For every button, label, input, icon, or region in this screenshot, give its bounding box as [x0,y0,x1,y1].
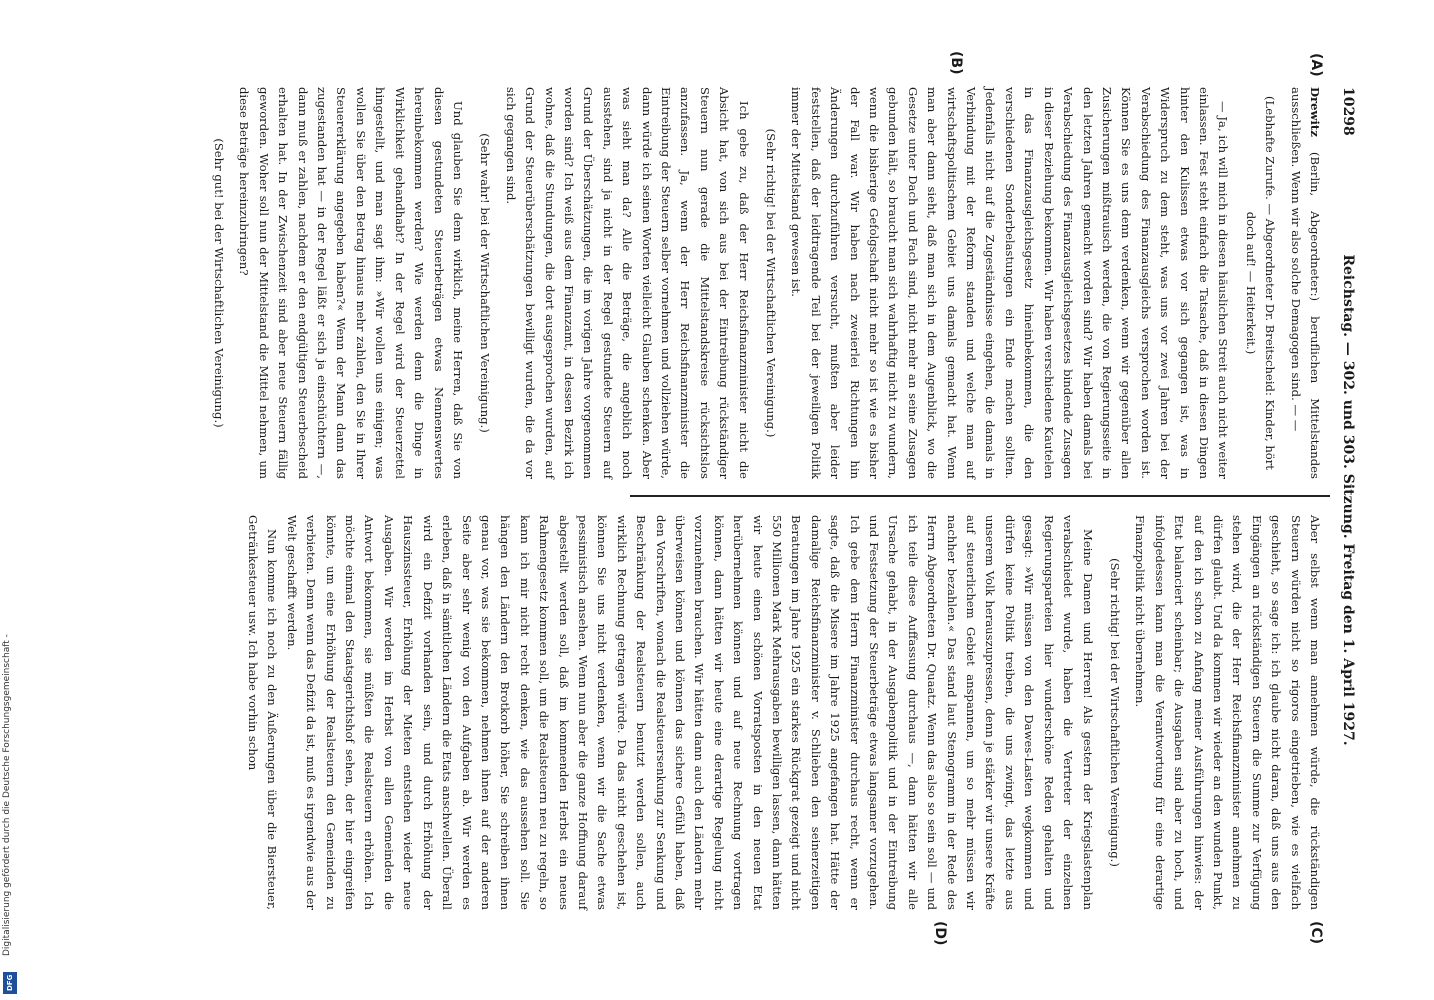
interjection: (Sehr wahr! bei der Wirtschaftlichen Vereinigung.) [478,133,493,433]
paragraph: Meine Damen und Herren! Als gestern der Kriegslastenplan verabschiedet wurde, haben die Vertreter der einzelnen Regierungsparteien hier wunderschöne Reden gehalten und gesagt: »Wir müssen von den Dawes-Lasten wegkommen und dürfen keine Politik treiben, die uns zwingt, das letzte aus unserem Volk herauszupressen, denn je stärker wir unsere Kräfte auf steuerlichem Gebiet anspannen, um so mehr müssen wir nachher bezahlen.« Das stand laut Stenogramm in der Rede des Herrn Abgeordneten Dr. Quaatz. Wenn das also so sein soll — und ich teile diese Auffassung durchaus —, dann hätten wir alle Ursache gehabt, in der Ausgabenpolitik und in der Eintreibung und Festsetzung der Steuerbeträge etwas langsamer vorzugehen. Ich gebe dem Herrn Finanzminister durchaus recht, wenn er sagte, daß die Misere im Jahre 1925 angefangen hat. Hätte der damalige Reichsfinanzminister v. Schlieben den seinerzeitigen Beratungen im Jahre 1925 ein starkes Rückgrat gezeigt und nicht 550 Millionen Mark Mehrausgaben bewilligen lassen, dann hätten wir heute einen schönen Vorratsposten in den neuen Etat herübernehmen können und auf neue Rechnung vortragen können, dann hätten wir heute eine derartige Regelung nicht vorzunehmen brauchen. Wir hätten dann auch den Ländern mehr überweisen können und können das sichere Gefühl haben, daß den Vorschriften, wonach die Realsteuersenkung zur Senkung und Beschränkung der Realsteuern benutzt werden sollen, auch wirklich Rechnung getragen würde. Da das nicht geschehen ist, können Sie uns nicht verdenken, wenn wir die Sache etwas pessimistisch ansehen. Wenn nun aber die ganze Hoffnung darauf abgestellt werden soll, daß im kommenden Herbst ein neues Rahmengesetz kommen soll, um die Realsteuern neu zu regeln, so kann ich mir nicht recht denken, wie das aussehen soll. Sie hängen den Ländern den Brotkorb höher, Sie schreiben ihnen genau vor, was sie bekommen, nehmen ihnen auf der anderen Seite aber sehr wenig von den Aufgaben ab. Wir werden es erleben, daß in sämtlichen Ländern die Etats anschwellen. Überall wird ein Defizit vorhanden sein, und durch Erhöhung der Hauszinssteuer, Erhöhung der Mieten entstehen wieder neue Ausgaben. Wir werden im Herbst von allen Gemeinden die Antwort bekommen, sie müßten die Realsteuern erhöhen. Ich möchte einmal den Staatsgerichtshof sehen, der hier eingreifen könnte, um eine Erhöhung der Realsteuern den Gemeinden zu verbieten. Denn wenn das Defizit da ist, muß es irgendwie aus der Welt geschafft werden. [284,515,1095,910]
right-column [243,515,1324,910]
paragraph [1285,87,1324,479]
digitization-credit [2,6,18,996]
speaker-name: Drewitz [1308,87,1322,137]
credit-text: Digitalisierung gefördert durch die Deutsche Forschungsgemeinschaft - [2,634,12,956]
paragraph-text: (Berlin, Abgeordneter:) beruflichen Mittelstandes ausschließen. Wenn wir also solche Demagogen sind. — — [1288,87,1322,479]
margin-mark-b: (B) [948,51,964,75]
interjection: (Sehr richtig! bei der Wirtschaftlichen Vereinigung.) [764,128,779,438]
paragraph: Aber selbst wenn man annehmen würde, die rückständigen Steuern würden nicht so rigoros eingetrieben, wie es vielfach geschieht, so sage ich: ich glaube nicht daran, daß uns aus den Eingängen an rückständigen Steuern die Summe zur Verfügung stehen wird, die der Herr Reichsfinanzminister annehmen zu dürfen glaubt. Und da kommen wir wieder an den wunden Punkt, auf den ich schon zu Anfang meiner Ausführungen hinwies: der Etat balanciert scheinbar; die Ausgaben sind aber zu hoch, und infolgedessen kann man die Verantwortung für eine derartige Finanzpolitik nicht übernehmen. [1133,515,1322,910]
left-column [201,87,1324,479]
paragraph: Nun komme ich noch zu den Äußerungen über die Biersteuer, Getränkesteuer usw. Ich habe vorhin schon [246,515,280,910]
interjection: (Sehr gut! bei der Wirtschaftlichen Vereinigung.) [212,138,227,428]
paragraph: Und glauben Sie denn wirklich, meine Herren, daß Sie von diesen gestundeten Steuerbeträgen etwas Nennenswertes hereinbekommen werden? Wie werden denn die Dinge in Wirklichkeit gehandhabt? In der Regel wird der Steuerzettel hingestellt, und man sagt ihm: »Wir wollen uns einigen; was wollen Sie über den Betrag hinaus mehr zahlen, den Sie in Ihrer Steuererklärung angegeben haben?« Wenn der Mann dann das zugestanden hat — in der Regel läßt er sich ja einschüchtern —, dann muß er zahlen, nachdem er den endgültigen Steuerbescheid erhalten hat. In der Zwischenzeit sind aber neue Steuern fällig geworden. Woher soll nun der Mittelstand die Mittel nehmen, um diese Beträge hereinzubringen? [237,87,465,479]
page-title: Reichstag. — 302. und 303. Sitzung. Freitag den 1. April 1927. [1340,254,1356,746]
margin-mark-a: (A) [1308,53,1324,77]
margin-mark-d: (D) [932,921,948,946]
interjection: (Sehr richtig! bei der Wirtschaftlichen Vereinigung.) [1107,558,1122,867]
paragraph: — Ja, ich will mich in diesen häuslichen Streit auch nicht weiter einlassen. Fest steht einfach die Tatsache, daß in diesen Dingen hinter den Kulissen etwas vor sich gegangen ist, was in Widerspruch zu dem steht, was uns vor zwei Jahren bei der Verabschiedung des Finanzausgleichs versprochen worden ist. Können Sie es uns denn verdenken, wenn wir gegenüber allen Zusicherungen mißtrauisch werden, die von Regierungsseite in den letzten Jahren gemacht worden sind? Wir haben damals bei Verabschiedung des Finanzausgleichsgesetzes bindende Zusagen in dieser Beziehung bekommen. Wir haben verschiedene Kautelen in das Finanzausgleichsgesetz hineinbekommen, die den verschiedenen Sonderbelastungen ein Ende machen sollten. Jedenfalls nicht auf die Zugeständnisse eingehen, die damals in Verbindung mit der Reform standen und welche man auf wirtschaftspolitischem Gebiet uns damals gemacht hat. Wenn man aber dann sieht, daß man sich in dem Augenblick, wo die Gesetze unter Dach und Fach sind, nicht mehr an seine Zusagen gebunden hält, so braucht man sich wahrhaftig nicht zu wundern, wenn die bisherige Gefolgschaft nicht mehr so ist wie es bisher der Fall war. Wir haben nach zweierlei Richtungen hin Änderungen durchzuführen versucht, mußten aber leider feststellen, daß der leidtragende Teil bei der jeweiligen Politik immer der Mittelstand gewesen ist. [789,87,1231,479]
page-number: 10298 [1340,87,1356,136]
page-header [1334,75,1360,925]
interjection: (Lebhafte Zurufe. — Abgeordneter Dr. Breitscheid: Kinder, hört doch auf! — Heiterkeit.) [1243,96,1278,470]
scanned-page [120,51,1360,946]
column-divider [630,495,1330,497]
dfg-logo: DFG [3,972,17,994]
paragraph: Ich gebe zu, daß der Herr Reichsfinanzminister nicht die Absicht hat, von sich aus bei der Eintreibung rückständiger Steuern nun gerade die Mittelstandskreise rücksichtslos anzufassen. Ja, wenn der Herr Reichsfinanzminister die Eintreibung der Steuern selber vornehmen und vollziehen würde, dann würde ich seinen Worten vielleicht Glauben schenken. Aber was sieht man da? Alle die Beträge, die angeblich noch ausstehen, sind ja nicht in der Regel gestundete Steuern auf Grund der Überschätzungen, die im vorigen Jahre vorgenommen worden sind? Ich weiß aus dem Finanzamt, in dessen Bezirk ich wohne, daß die Stundungen, die dort ausgesprochen wurden, auf Grund der Steuerüberschätzungen bewilligt wurden, die da vor sich gegangen sind. [503,87,751,479]
margin-mark-c: (C) [1308,921,1324,945]
